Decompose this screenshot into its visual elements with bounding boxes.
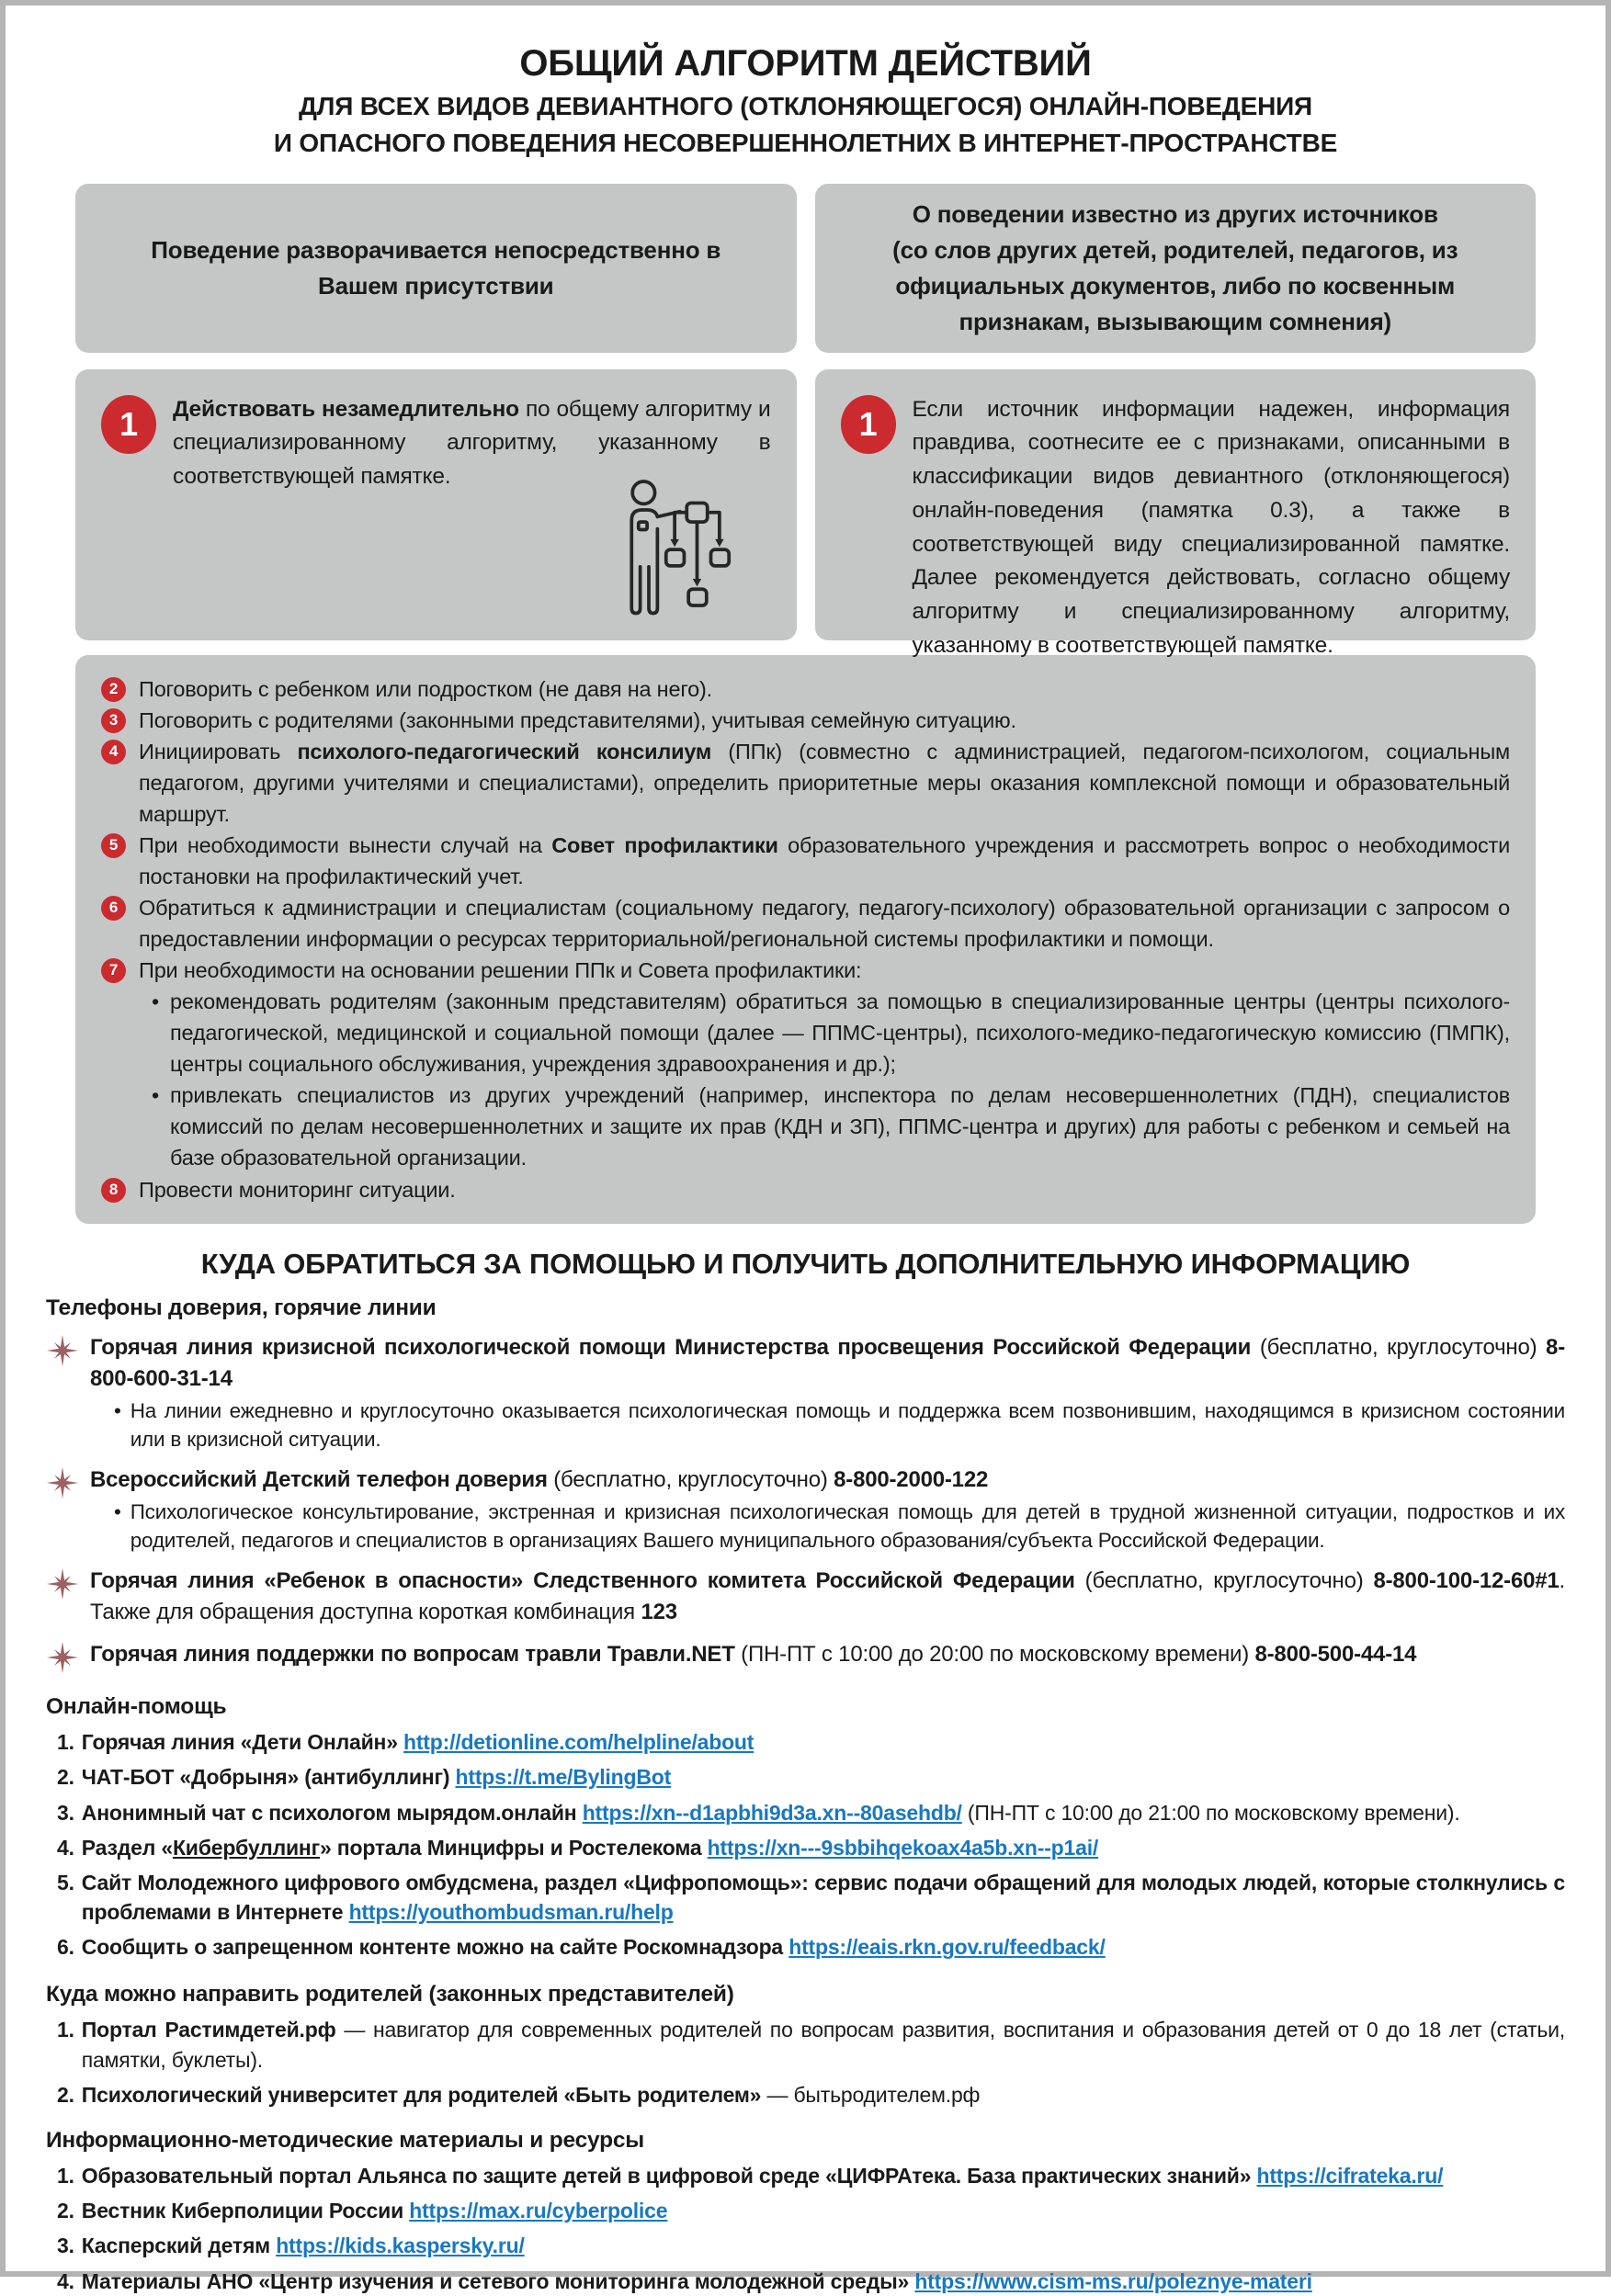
- action-main-text: [139, 736, 1510, 830]
- materials-resource-item-text: [82, 2161, 1565, 2190]
- action-main-text: [139, 955, 1510, 986]
- bold-text: Сообщить о запрещенном контенте можно на сайте Роскомнадзора: [81, 1935, 789, 1960]
- action-item-8: [101, 1174, 1510, 1205]
- action-number-badge: 3: [101, 708, 126, 733]
- bold-text: Материалы АНО «Центр изучения и сетевого мониторинга молодежной среды»: [81, 2268, 915, 2293]
- hotline-item-3: [46, 1566, 1565, 1628]
- external-link[interactable]: https://xn---9sbbihqekoax4a5b.xn--p1ai/: [707, 1835, 1099, 1860]
- materials-resource-item-3: [57, 2231, 1565, 2260]
- item-number: 1.: [57, 2164, 74, 2189]
- action-text: [139, 830, 1510, 892]
- hotline-item-4: [46, 1639, 1565, 1674]
- bold-text: Горячая линия «Ребенок в опасности» Следственного комитета Российской Федерации: [90, 1567, 1075, 1593]
- hotline-detail-text: Психологическое консультирование, экстренная и кризисная психологическая помощь для детей в трудной жизненной ситуации, подростков и их родителей, педагогов и специалистов в организациях Вашего муниципального образования/субъекта Российской Федерации.: [130, 1499, 1565, 1552]
- online-help-item-1: [57, 1727, 1565, 1757]
- online-help-item-text: [82, 1798, 1565, 1827]
- text: (ПН-ПТ с 10:00 до 21:00 по московскому времени).: [961, 1800, 1460, 1825]
- online-help-heading: Онлайн-помощь: [46, 1694, 227, 1720]
- text: — бытьродителем.рф: [761, 2082, 981, 2107]
- hotline-body: [90, 1465, 1565, 1555]
- bold-text: Горячая линия кризисной психологической помощи Министерства просвещения Российской Федерации: [90, 1334, 1252, 1360]
- title-line-3: И ОПАСНОГО ПОВЕДЕНИЯ НЕСОВЕРШЕННОЛЕТНИХ В ИНТЕРНЕТ-ПРОСТРАНСТВЕ: [273, 128, 1338, 157]
- step-one-right-box: [815, 369, 1537, 658]
- external-link[interactable]: https://eais.rkn.gov.ru/feedback/: [788, 1935, 1106, 1960]
- bullet-dot: •: [152, 1083, 160, 1108]
- parents-list: [46, 2015, 1565, 2109]
- action-text: [139, 705, 1510, 736]
- item-number: 6.: [57, 1935, 74, 1960]
- online-help-list: [46, 1727, 1565, 1962]
- bold-text: Раздел «: [81, 1835, 173, 1860]
- action-sub-bullet: [139, 1080, 1510, 1173]
- sub-bullet-text: привлекать специалистов из других учреждений (например, инспектора по делам несовершеннолетних (ПДН), специалистов комиссий по делам несовершеннолетних и защите их прав (КДН и ЗП), ППМС-центра и других) для работы с ребенком и семьей на базе образовательной организации.: [170, 1083, 1510, 1171]
- online-help-item-text: [82, 1762, 1565, 1792]
- online-help-item-6: [57, 1932, 1565, 1962]
- text: . Также для обращения доступна короткая комбинация: [90, 1567, 1566, 1625]
- document-title: [46, 39, 1565, 162]
- parents-resource-item-1: [57, 2015, 1565, 2074]
- text: (ПН-ПТ с 10:00 до 20:00 по московскому времени): [734, 1642, 1255, 1668]
- materials-resource-item-text: [82, 2231, 1565, 2260]
- bold-text: 8-800-2000-122: [834, 1466, 989, 1492]
- online-help-item-text: [82, 1932, 1565, 1962]
- person-flowchart-icon: [607, 473, 745, 628]
- action-number-badge: 5: [101, 833, 126, 858]
- external-link[interactable]: https://cifrateka.ru/: [1256, 2164, 1444, 2189]
- parents-resource-item-text: [82, 2080, 1565, 2109]
- materials-heading: Информационно-методические материалы и ресурсы: [46, 2128, 645, 2154]
- action-text: [139, 955, 1510, 1173]
- online-help-item-4: [57, 1833, 1565, 1862]
- sub-bullet-text: рекомендовать родителям (законным представителям) обратиться за помощью в специализированные центры (центры психолого-педагогической, медицинской и социальной помощи (далее — ППМС-центры), психолого-медико-педагогическую комиссию (ПМПК), центры социального обслуживания, учреждения здравоохранения и др.);: [170, 990, 1510, 1077]
- item-number: 2.: [57, 2082, 74, 2107]
- hotline-detail-text: На линии ежедневно и круглосуточно оказывается психологическая помощь и поддержка всем позвонившим, находящимся в кризисном состоянии или в кризисной ситуации.: [130, 1398, 1565, 1451]
- scenario-left-text: Поведение разворачивается непосредственно в Вашем присутствии: [151, 235, 721, 300]
- text: При необходимости на основании решении ППк и Совета профилактики:: [139, 958, 862, 983]
- bold-text: Анонимный чат с психологом мырядом.онлайн: [81, 1800, 583, 1825]
- item-number: 4.: [57, 1835, 74, 1860]
- bold-text: Совет профилактики: [551, 832, 778, 857]
- hotline-text: [90, 1639, 1565, 1670]
- action-item-7: [101, 955, 1510, 1173]
- parents-resource-item-text: [82, 2015, 1565, 2074]
- action-text: [139, 736, 1510, 830]
- scenario-left-box: [75, 184, 797, 353]
- materials-resource-item-1: [57, 2161, 1565, 2190]
- action-main-text: [139, 1174, 1510, 1205]
- item-number: 4.: [57, 2268, 74, 2293]
- action-number-badge: 7: [101, 958, 126, 983]
- text: Поговорить с ребенком или подростком (не давя на него).: [139, 676, 713, 701]
- external-link[interactable]: https://www.cism-ms.ru/poleznye-materi: [914, 2268, 1312, 2293]
- online-help-item-text: [82, 1833, 1565, 1862]
- star-burst-icon: [46, 1334, 79, 1453]
- help-section-heading: КУДА ОБРАТИТЬСЯ ЗА ПОМОЩЬЮ И ПОЛУЧИТЬ ДОПОЛНИТЕЛЬНУЮ ИНФОРМАЦИЮ: [200, 1247, 1411, 1280]
- star-burst-icon: [46, 1567, 79, 1628]
- hotline-detail-bullet: [90, 1397, 1565, 1453]
- phones-heading: Телефоны доверия, горячие линии: [46, 1295, 437, 1320]
- text: (бесплатно, круглосуточно): [1074, 1567, 1374, 1593]
- external-link[interactable]: https://xn--d1apbhi9d3a.xn--80asehdb/: [582, 1800, 962, 1825]
- hotline-text: [90, 1465, 1565, 1496]
- title-line-1: ОБЩИЙ АЛГОРИТМ ДЕЙСТВИЙ: [519, 43, 1092, 84]
- action-number-badge: 6: [101, 896, 126, 921]
- external-link[interactable]: https://kids.kaspersky.ru/: [276, 2234, 525, 2258]
- bold-text: Горячая линия поддержки по вопросам травли Травли.NET: [90, 1642, 735, 1668]
- star-burst-icon: [46, 1641, 79, 1674]
- parents-resource-item-2: [57, 2080, 1565, 2109]
- hotline-body: [90, 1332, 1565, 1453]
- bullet-dot: •: [114, 1499, 121, 1523]
- action-item-4: [101, 736, 1510, 830]
- step-one-row: [75, 369, 1536, 658]
- item-number: 1.: [57, 1730, 74, 1755]
- bullet-dot: •: [152, 990, 160, 1014]
- external-link[interactable]: https://youthombudsman.ru/help: [348, 1900, 674, 1925]
- online-help-item-2: [57, 1762, 1565, 1792]
- hotline-text: [90, 1332, 1565, 1395]
- text: (бесплатно, круглосуточно): [547, 1466, 834, 1492]
- text: Если источник информации надежен, информация правдива, соотнесите ее с признаками, описанными в классификации видов девиантного (отклоняющегося) онлайн-поведения (памятка 0.3), а также в соответствующей виду специализированной памятке. Далее рекомендуется действовать, согласно общему алгоритму и специализированному алгоритму, указанному в соответствующей памятке.: [912, 396, 1510, 658]
- bold-text: Действовать незамедлительно: [173, 396, 526, 422]
- text: (бесплатно, круглосуточно): [1251, 1334, 1547, 1360]
- action-item-3: [101, 705, 1510, 736]
- hotline-text: [90, 1566, 1565, 1628]
- bold-text: Горячая линия «Дети Онлайн»: [81, 1730, 403, 1755]
- text: Обратиться к администрации и специалистам (социальному педагогу, педагогу-психологу) образовательной организации с запросом о предоставлении информации о ресурсах территориальной/региональной системы профилактики и помощи.: [139, 895, 1510, 951]
- bold-text: ЧАТ-БОТ «Добрыня» (антибуллинг): [81, 1765, 456, 1790]
- scenario-right-subtext: (со слов других детей, родителей, педагогов, из официальных документов, либо по косвенным признакам, вызывающим сомнения): [892, 235, 1458, 335]
- hotline-detail-bullet: [90, 1498, 1565, 1555]
- bold-text: Кибербуллинг: [172, 1835, 320, 1860]
- action-main-text: [139, 830, 1510, 892]
- bold-text: Портал Растимдетей.рф: [81, 2018, 336, 2042]
- hotlines-list: [46, 1332, 1565, 1675]
- text: Провести мониторинг ситуации.: [139, 1177, 456, 1202]
- bold-text: 8-800-600-31-14: [90, 1334, 1565, 1391]
- bold-text: Образовательный портал Альянса по защите детей в цифровой среде «ЦИФРАтека. База практических знаний»: [81, 2164, 1257, 2189]
- text: образовательного учреждения и рассмотреть вопрос о необходимости постановки на профилактический учет.: [139, 832, 1510, 888]
- step-number-badge: 1: [101, 395, 156, 454]
- scenario-header-row: [75, 184, 1536, 353]
- bold-text: » портала Минцифры и Ростелекома: [320, 1835, 708, 1860]
- action-text: [139, 892, 1510, 955]
- text: (ППк) (совместно с администрацией, педагогом-психологом, социальным педагогом, другими учителями и специалистами), определить приоритетные меры оказания комплексной помощи и образовательный маршрут.: [139, 739, 1510, 826]
- bold-text: 8-800-100-12-60#1: [1373, 1567, 1560, 1593]
- text: Поговорить с родителями (законными представителями), учитывая семейную ситуацию.: [139, 707, 1016, 732]
- bold-text: психолого-педагогический консилиум: [297, 739, 712, 763]
- text: Инициировать: [139, 739, 298, 763]
- action-number-badge: 8: [101, 1178, 126, 1203]
- bold-text: Всероссийский Детский телефон доверия: [90, 1466, 548, 1492]
- item-number: 2.: [57, 1765, 74, 1790]
- hotline-item-2: [46, 1465, 1565, 1555]
- action-main-text: [139, 705, 1510, 736]
- online-help-item-5: [57, 1868, 1565, 1927]
- parents-heading: Куда можно направить родителей (законных представителей): [46, 1982, 734, 2008]
- bold-text: Психологический университет для родителей «Быть родителем»: [81, 2082, 762, 2107]
- text: При необходимости вынести случай на: [139, 832, 552, 857]
- item-number: 5.: [57, 1870, 74, 1894]
- scenario-right-title: О поведении известно из других источников: [912, 199, 1438, 228]
- action-main-text: [139, 892, 1510, 955]
- step-number-badge: 1: [841, 395, 896, 454]
- bold-text: 123: [641, 1600, 677, 1625]
- title-line-2: ДЛЯ ВСЕХ ВИДОВ ДЕВИАНТНОГО (ОТКЛОНЯЮЩЕГОСЯ) ОНЛАЙН-ПОВЕДЕНИЯ: [299, 92, 1312, 120]
- action-main-text: [139, 673, 1510, 705]
- materials-resource-item-text: [82, 2196, 1565, 2225]
- bold-text: Сайт Молодежного цифрового омбудсмена, раздел «Цифропомощь»: сервис подачи обращений для молодых людей, которые столкнулись с проблемами в Интернете: [81, 1870, 1565, 1925]
- materials-resource-item-text: [82, 2267, 1565, 2296]
- online-help-item-text: [82, 1727, 1565, 1757]
- external-link[interactable]: http://detionline.com/helpline/about: [403, 1730, 754, 1755]
- item-number: 2.: [57, 2199, 74, 2223]
- text: — навигатор для современных родителей по вопросам развития, воспитания и образования детей от 0 до 18 лет (статьи, памятки, буклеты).: [81, 2018, 1565, 2072]
- bullet-dot: •: [114, 1398, 121, 1422]
- item-number: 3.: [57, 2234, 74, 2258]
- step-one-right-text: [912, 393, 1511, 658]
- action-text: [139, 1174, 1510, 1205]
- bold-text: 8-800-500-44-14: [1254, 1642, 1417, 1668]
- action-item-2: [101, 673, 1510, 705]
- actions-list-box: [75, 655, 1536, 1224]
- item-number: 1.: [57, 2018, 74, 2042]
- bold-text: Вестник Киберполиции России: [81, 2199, 410, 2223]
- action-item-5: [101, 830, 1510, 892]
- materials-resource-item-4: [57, 2267, 1565, 2296]
- action-text: [139, 673, 1510, 705]
- text: по общему алгоритму и специализированному алгоритму, указанному в соответствующей памятке.: [173, 396, 771, 489]
- hotline-body: [90, 1566, 1565, 1628]
- action-sub-bullet: [139, 986, 1510, 1080]
- materials-resource-item-2: [57, 2196, 1565, 2225]
- external-link[interactable]: https://t.me/BylingBot: [455, 1765, 672, 1790]
- star-burst-icon: [46, 1466, 79, 1555]
- online-help-item-text: [82, 1868, 1565, 1927]
- action-item-6: [101, 892, 1510, 955]
- hotline-item-1: [46, 1332, 1565, 1453]
- action-number-badge: 2: [101, 677, 126, 702]
- online-help-item-3: [57, 1798, 1565, 1827]
- bold-text: Касперский детям: [81, 2234, 277, 2258]
- step-one-left-box: [75, 369, 797, 640]
- item-number: 3.: [57, 1800, 74, 1825]
- action-number-badge: 4: [101, 740, 126, 764]
- materials-list: [46, 2161, 1565, 2296]
- hotline-body: [90, 1639, 1565, 1674]
- external-link[interactable]: https://max.ru/cyberpolice: [409, 2199, 668, 2223]
- scenario-right-box: [815, 184, 1537, 353]
